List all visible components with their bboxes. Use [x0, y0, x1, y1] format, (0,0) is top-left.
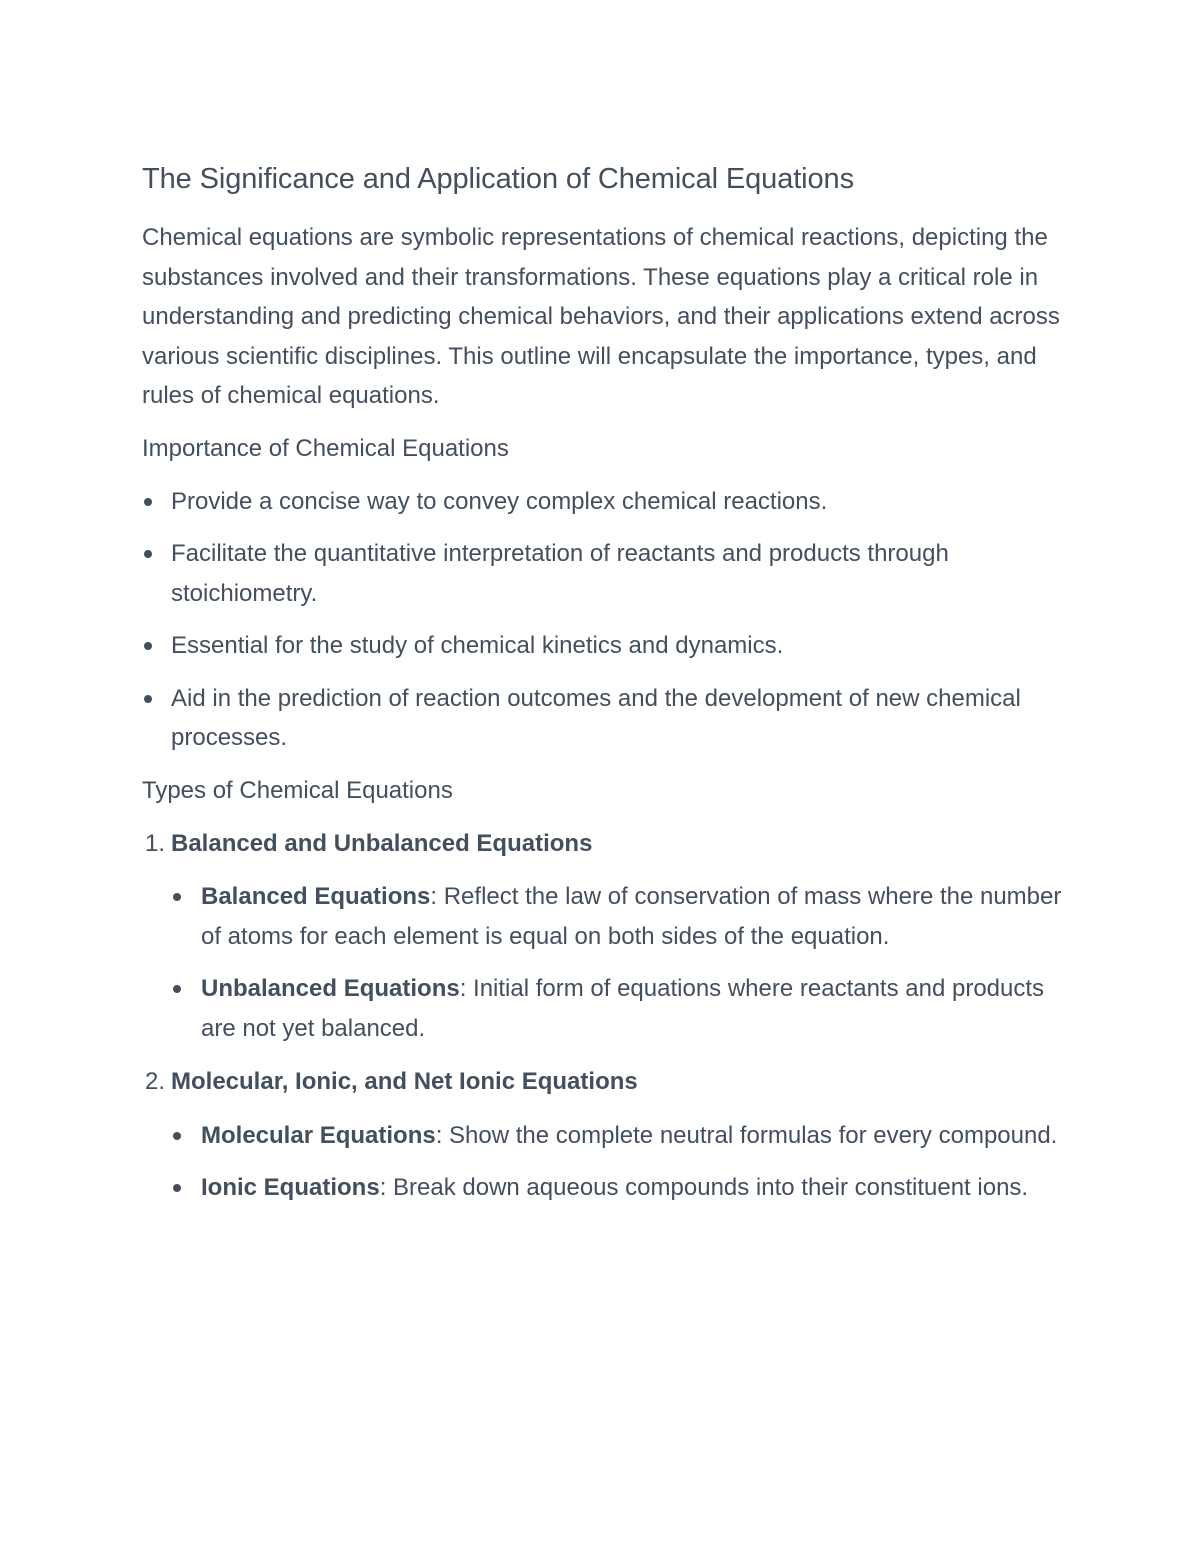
- list-number: 1.: [145, 829, 166, 857]
- list-number: 2.: [145, 1068, 166, 1095]
- term-description: : Initial form of equations where reactants and products are not yet balanced.: [201, 975, 1045, 1042]
- term-description: : Reflect the law of conservation of mass where the number of atoms for each element is equal on both sides of the equation.: [201, 883, 1062, 950]
- bullet-icon: [173, 893, 181, 901]
- list-item-text: Aid in the prediction of reaction outcomes and the development of new chemical processes.: [171, 684, 1021, 751]
- types-heading: Types of Chemical Equations: [142, 776, 453, 804]
- bullet-icon: [173, 1132, 181, 1140]
- term-description: : Show the complete neutral formulas for every compound.: [435, 1121, 1058, 1149]
- bullet-icon: [144, 695, 152, 703]
- types-group-title: Balanced and Unbalanced Equations: [171, 829, 593, 857]
- importance-list: [142, 482, 1072, 758]
- document-title: The Significance and Application of Chemical Equations: [142, 163, 854, 195]
- types-group-title: Molecular, Ionic, and Net Ionic Equations: [171, 1068, 638, 1095]
- list-item: [171, 969, 1072, 1048]
- list-item-text: Provide a concise way to convey complex chemical reactions.: [171, 487, 828, 515]
- intro-paragraph: Chemical equations are symbolic representations of chemical reactions, depicting the substances involved and their transformations. These equations play a critical role in understanding and predicting chemical behaviors, and their applications extend across various scientific disciplines. This outline will encapsulate the importance, types, and rules of chemical equations.: [142, 224, 1060, 409]
- term: Molecular Equations: [201, 1121, 436, 1149]
- list-item: [171, 877, 1072, 956]
- bullet-icon: [173, 1184, 181, 1192]
- list-item-text: Facilitate the quantitative interpretation of reactants and products through stoichiometry.: [171, 540, 949, 607]
- types-group: [142, 824, 1072, 1049]
- bullet-icon: [144, 498, 152, 506]
- types-list: [142, 824, 1072, 1208]
- types-sublist: [171, 877, 1072, 1048]
- types-group: [142, 1062, 1072, 1208]
- term: Unbalanced Equations: [201, 975, 460, 1002]
- bullet-icon: [144, 642, 152, 650]
- list-item-text: Essential for the study of chemical kinetics and dynamics.: [171, 632, 784, 659]
- term: Ionic Equations: [201, 1174, 380, 1201]
- document-page: [142, 160, 1072, 1222]
- list-item: [171, 1116, 1072, 1156]
- list-item: [142, 534, 1072, 613]
- importance-heading: Importance of Chemical Equations: [142, 434, 509, 462]
- bullet-icon: [144, 550, 152, 558]
- types-sublist: [171, 1116, 1072, 1208]
- bullet-icon: [173, 985, 181, 993]
- list-item: [142, 626, 1072, 666]
- list-item: [142, 482, 1072, 522]
- list-item: [142, 679, 1072, 758]
- term-description: : Break down aqueous compounds into their constituent ions.: [379, 1174, 1029, 1201]
- list-item: [171, 1168, 1072, 1208]
- term: Balanced Equations: [201, 883, 431, 910]
